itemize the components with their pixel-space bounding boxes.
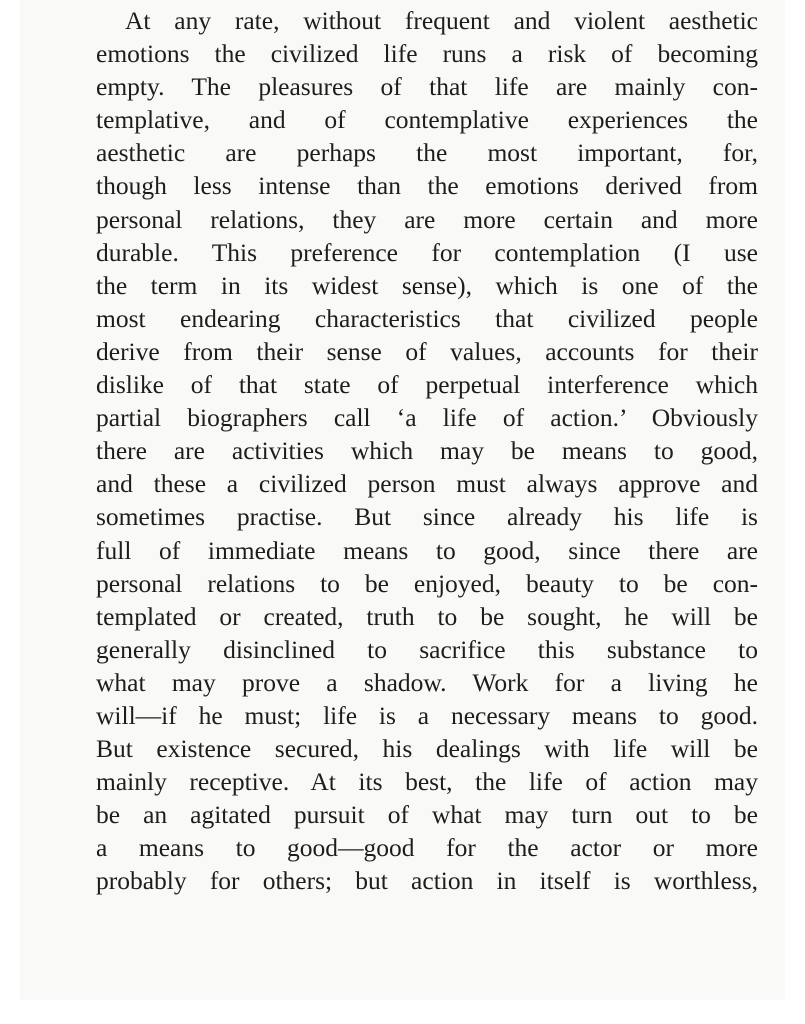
- text-line: durable. This preference for contemplation (I use: [96, 237, 758, 267]
- text-line: full of immediate means to good, since there are: [96, 535, 758, 565]
- text-line: dislike of that state of perpetual interference which: [96, 370, 758, 400]
- text-line: At any rate, without frequent and violent aesthetic: [125, 6, 758, 35]
- text-line: there are activities which may be means to good,: [96, 436, 758, 466]
- text-line: But existence secured, his dealings with life will be: [96, 734, 758, 764]
- text-line: aesthetic are perhaps the most important, for,: [96, 138, 758, 168]
- text-line: a means to good—good for the actor or more: [96, 833, 758, 863]
- text-line: emotions the civilized life runs a risk of becoming: [96, 39, 758, 69]
- text-line: though less intense than the emotions derived from: [96, 171, 758, 201]
- text-line: mainly receptive. At its best, the life of action may: [96, 767, 758, 797]
- text-line: probably for others; but action in itself is worthless,: [96, 866, 758, 896]
- text-line: and these a civilized person must always approve and: [96, 469, 758, 499]
- text-line: personal relations to be enjoyed, beauty to be con-: [96, 568, 758, 598]
- text-line: be an agitated pursuit of what may turn out to be: [96, 800, 758, 830]
- text-line: sometimes practise. But since already his life is: [96, 502, 758, 532]
- text-line: what may prove a shadow. Work for a living he: [96, 667, 758, 697]
- text-line: personal relations, they are more certain and more: [96, 204, 758, 234]
- text-line: templated or created, truth to be sought, he will be: [96, 601, 758, 631]
- text-line: the term in its widest sense), which is one of the: [96, 270, 758, 300]
- text-line: derive from their sense of values, accounts for their: [96, 336, 758, 366]
- text-line: will—if he must; life is a necessary means to good.: [96, 700, 758, 730]
- text-line: empty. The pleasures of that life are mainly con-: [96, 72, 758, 102]
- text-line: partial biographers call ‘a life of action.’ Obviously: [96, 403, 758, 433]
- text-line: generally disinclined to sacrifice this substance to: [96, 634, 758, 664]
- text-line: templative, and of contemplative experiences the: [96, 105, 758, 135]
- text-line: most endearing characteristics that civilized people: [96, 303, 758, 333]
- book-paragraph: [96, 4, 758, 898]
